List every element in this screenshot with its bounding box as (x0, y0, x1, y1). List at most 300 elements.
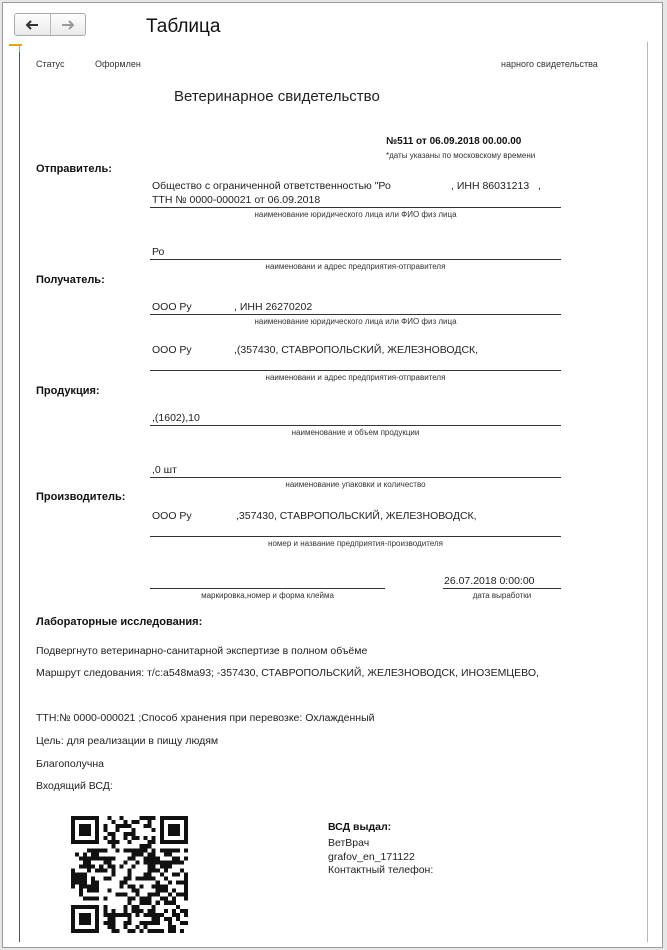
qr-module (79, 864, 83, 868)
qr-module (172, 828, 176, 832)
qr-module (103, 897, 107, 901)
qr-module (95, 897, 99, 901)
qr-module (95, 881, 99, 885)
qr-module (168, 893, 172, 897)
header-right-fragment: нарного свидетельства (501, 59, 598, 69)
qr-module (95, 824, 99, 828)
qr-module (152, 929, 156, 933)
qr-module (156, 881, 160, 885)
qr-module (103, 913, 107, 917)
qr-module (132, 848, 136, 852)
producer-underline (150, 536, 561, 537)
qr-module (79, 893, 83, 897)
page-corner-marker (9, 44, 22, 46)
qr-module (83, 832, 87, 836)
qr-module (140, 852, 144, 856)
qr-module (107, 832, 111, 836)
qr-module (127, 885, 131, 889)
qr-module (87, 897, 91, 901)
qr-module (156, 860, 160, 864)
qr-module (168, 840, 172, 844)
qr-module (103, 848, 107, 852)
qr-module (111, 913, 115, 917)
qr-module (75, 840, 79, 844)
qr-module (111, 864, 115, 868)
qr-module (123, 820, 127, 824)
qr-module (172, 860, 176, 864)
qr-module (87, 832, 91, 836)
qr-module (160, 897, 164, 901)
qr-module (168, 860, 172, 864)
qr-module (87, 816, 91, 820)
production-date-caption: дата выработки (472, 591, 532, 600)
qr-module (136, 877, 140, 881)
qr-module (184, 840, 188, 844)
qr-module (152, 852, 156, 856)
qr-module (91, 840, 95, 844)
qr-module (160, 848, 164, 852)
qr-module (172, 897, 176, 901)
qr-module (156, 893, 160, 897)
qr-module (103, 921, 107, 925)
qr-module (79, 913, 83, 917)
qr-module (95, 832, 99, 836)
qr-module (160, 828, 164, 832)
qr-module (156, 885, 160, 889)
qr-module (168, 901, 172, 905)
qr-module (75, 929, 79, 933)
qr-module (83, 877, 87, 881)
qr-module (184, 816, 188, 820)
qr-module (176, 856, 180, 860)
qr-module (152, 836, 156, 840)
qr-module (184, 921, 188, 925)
qr-module (87, 828, 91, 832)
product-caption: наименование и объем продукции (291, 428, 420, 437)
qr-module (71, 909, 75, 913)
qr-module (99, 868, 103, 872)
qr-module (160, 872, 164, 876)
qr-module (79, 881, 83, 885)
qr-module (111, 872, 115, 876)
qr-module (127, 897, 131, 901)
qr-module (83, 897, 87, 901)
qr-module (95, 868, 99, 872)
qr-module (95, 909, 99, 913)
qr-module (132, 828, 136, 832)
qr-module (148, 820, 152, 824)
qr-module (87, 824, 91, 828)
qr-module (132, 889, 136, 893)
qr-module (180, 881, 184, 885)
document-title: Ветеринарное свидетельство (174, 88, 380, 105)
qr-module (79, 832, 83, 836)
qr-module (91, 848, 95, 852)
producer-name: ООО Ру (152, 510, 192, 522)
qr-module (160, 832, 164, 836)
qr-module (111, 917, 115, 921)
qr-module (132, 836, 136, 840)
qr-module (176, 828, 180, 832)
arrow-right-icon (61, 20, 75, 30)
qr-module (115, 848, 119, 852)
qr-module (71, 877, 75, 881)
qr-module (168, 881, 172, 885)
qr-module (103, 856, 107, 860)
qr-module (91, 877, 95, 881)
qr-module (164, 816, 168, 820)
qr-module (91, 852, 95, 856)
qr-module (144, 856, 148, 860)
qr-module (111, 844, 115, 848)
lab-purpose: Цель: для реализации в пищу людям (36, 735, 219, 747)
qr-module (87, 840, 91, 844)
sender-name-underline (150, 207, 561, 208)
receiver-inn: , ИНН 26270202 (234, 301, 313, 313)
issuer-heading: ВСД выдал: (328, 821, 392, 833)
qr-module (99, 856, 103, 860)
page-border-right (647, 42, 648, 942)
qr-module (103, 909, 107, 913)
qr-module (95, 929, 99, 933)
qr-module (103, 860, 107, 864)
qr-module (95, 921, 99, 925)
qr-module (107, 860, 111, 864)
qr-module (75, 852, 79, 856)
qr-module (168, 832, 172, 836)
qr-module (176, 905, 180, 909)
qr-module (184, 832, 188, 836)
sender-name-line1: Общество с ограниченной ответственностью "Ро (152, 180, 391, 192)
qr-module (184, 872, 188, 876)
qr-module (160, 864, 164, 868)
qr-module (127, 824, 131, 828)
qr-module (136, 905, 140, 909)
receiver-address-tail: ,(357430, СТАВРОПОЛЬСКИЙ, ЖЕЛЕЗНОВОДСК, (234, 344, 479, 356)
qr-module (115, 828, 119, 832)
qr-module (119, 885, 123, 889)
qr-module (148, 852, 152, 856)
qr-module (160, 929, 164, 933)
qr-module (95, 836, 99, 840)
qr-module (95, 828, 99, 832)
qr-module (87, 913, 91, 917)
qr-module (148, 897, 152, 901)
production-date: 26.07.2018 0:00:00 (444, 575, 535, 587)
qr-module (140, 897, 144, 901)
qr-module (144, 913, 148, 917)
qr-module (111, 836, 115, 840)
qr-module (184, 856, 188, 860)
qr-module (172, 840, 176, 844)
qr-module (148, 929, 152, 933)
qr-module (176, 848, 180, 852)
qr-module (172, 848, 176, 852)
qr-module (91, 889, 95, 893)
lab-ttn: ТТН:№ 0000-000021 ;Способ хранения при перевозке: Охлажденный (36, 712, 375, 724)
qr-module (127, 872, 131, 876)
qr-module (164, 840, 168, 844)
qr-module (172, 832, 176, 836)
qr-module (71, 820, 75, 824)
qr-module (160, 840, 164, 844)
qr-module (71, 913, 75, 917)
qr-module (136, 820, 140, 824)
qr-module (103, 877, 107, 881)
qr-module (71, 929, 75, 933)
qr-module (103, 868, 107, 872)
qr-module (140, 901, 144, 905)
qr-module (123, 877, 127, 881)
qr-module (107, 921, 111, 925)
qr-module (152, 913, 156, 917)
back-button[interactable] (15, 14, 50, 35)
page-corner-marker-vertical (19, 44, 20, 52)
qr-module (95, 905, 99, 909)
qr-module (119, 864, 123, 868)
qr-module (148, 872, 152, 876)
qr-module (123, 848, 127, 852)
product-underline (150, 425, 561, 426)
qr-module (168, 848, 172, 852)
qr-module (91, 929, 95, 933)
qr-module (164, 877, 168, 881)
qr-module (164, 860, 168, 864)
qr-module (111, 820, 115, 824)
qr-module (176, 872, 180, 876)
qr-module (91, 864, 95, 868)
qr-module (152, 921, 156, 925)
qr-module (148, 921, 152, 925)
qr-module (87, 905, 91, 909)
qr-module (79, 917, 83, 921)
qr-module (148, 856, 152, 860)
lab-status: Благополучна (36, 758, 104, 770)
qr-module (140, 909, 144, 913)
qr-module (168, 917, 172, 921)
qr-module (136, 836, 140, 840)
product-value: ,(1602),10 (152, 412, 200, 424)
qr-module (83, 929, 87, 933)
qr-module (160, 885, 164, 889)
qr-module (107, 925, 111, 929)
window-frame (2, 2, 663, 948)
qr-module (127, 868, 131, 872)
qr-module (164, 885, 168, 889)
qr-module (79, 856, 83, 860)
qr-module (111, 856, 115, 860)
qr-module (87, 921, 91, 925)
qr-module (140, 929, 144, 933)
qr-module (160, 836, 164, 840)
qr-module (148, 816, 152, 820)
qr-module (176, 824, 180, 828)
qr-module (176, 913, 180, 917)
qr-module (79, 872, 83, 876)
qr-module (95, 925, 99, 929)
qr-module (148, 864, 152, 868)
qr-module (176, 832, 180, 836)
qr-module (164, 901, 168, 905)
qr-module (176, 893, 180, 897)
qr-module (132, 897, 136, 901)
qr-module (168, 828, 172, 832)
qr-module (123, 824, 127, 828)
document-number: №511 от 06.09.2018 00.00.00 (386, 136, 522, 147)
qr-module (87, 848, 91, 852)
qr-module (140, 844, 144, 848)
qr-module (107, 856, 111, 860)
qr-module (144, 897, 148, 901)
qr-module (152, 840, 156, 844)
qr-module (152, 856, 156, 860)
qr-module (152, 816, 156, 820)
qr-module (123, 921, 127, 925)
qr-module (184, 836, 188, 840)
qr-module (95, 848, 99, 852)
qr-module (95, 856, 99, 860)
status-value: Оформлен (95, 59, 141, 69)
qr-module (127, 877, 131, 881)
qr-module (184, 881, 188, 885)
qr-module (184, 893, 188, 897)
qr-module (144, 872, 148, 876)
qr-module (71, 872, 75, 876)
qr-module (152, 877, 156, 881)
qr-module (144, 848, 148, 852)
qr-module (95, 816, 99, 820)
qr-module (95, 913, 99, 917)
qr-module (148, 909, 152, 913)
qr-module (148, 824, 152, 828)
qr-module (160, 816, 164, 820)
qr-module (180, 868, 184, 872)
qr-module (140, 885, 144, 889)
producer-heading: Производитель: (36, 491, 126, 503)
qr-module (140, 877, 144, 881)
qr-module (83, 828, 87, 832)
qr-module (91, 881, 95, 885)
qr-module (127, 848, 131, 852)
qr-module (95, 885, 99, 889)
qr-module (87, 856, 91, 860)
marking-caption: маркировка,номер и форма клейма (201, 591, 334, 600)
qr-module (111, 921, 115, 925)
qr-module (119, 816, 123, 820)
qr-module (184, 848, 188, 852)
qr-module (83, 913, 87, 917)
lab-heading: Лабораторные исследования: (36, 616, 203, 628)
qr-module (172, 889, 176, 893)
sender-heading: Отправитель: (36, 163, 112, 175)
qr-module (115, 893, 119, 897)
qr-module (148, 860, 152, 864)
lab-route: Маршрут следования: т/с:а548ма93; -357430, СТАВРОПОЛЬСКИЙ, ЖЕЛЕЗНОВОДСК, ИНОЗЕМЦЕВО, (36, 667, 539, 679)
qr-module (83, 885, 87, 889)
qr-module (71, 921, 75, 925)
qr-module (71, 836, 75, 840)
qr-module (136, 852, 140, 856)
qr-module (83, 872, 87, 876)
qr-module (83, 856, 87, 860)
qr-module (79, 828, 83, 832)
qr-module (144, 925, 148, 929)
qr-module (132, 905, 136, 909)
qr-module (119, 824, 123, 828)
qr-module (99, 864, 103, 868)
qr-module (172, 872, 176, 876)
qr-module (176, 917, 180, 921)
qr-module (184, 889, 188, 893)
qr-module (132, 852, 136, 856)
qr-module (172, 856, 176, 860)
qr-module (136, 893, 140, 897)
qr-module (156, 856, 160, 860)
sender-inn: , ИНН 86031213 (451, 180, 530, 192)
qr-module (180, 840, 184, 844)
production-date-underline (443, 588, 561, 589)
qr-module (127, 929, 131, 933)
producer-caption: номер и название предприятия-производителя (268, 539, 443, 548)
qr-module (127, 921, 131, 925)
qr-module (79, 885, 83, 889)
qr-module (176, 881, 180, 885)
qr-module (87, 929, 91, 933)
forward-button[interactable] (50, 14, 86, 35)
qr-module (152, 864, 156, 868)
qr-module (140, 921, 144, 925)
qr-module (172, 913, 176, 917)
arrow-left-icon (25, 20, 39, 30)
qr-module (75, 877, 79, 881)
qr-module (156, 913, 160, 917)
qr-module (144, 816, 148, 820)
qr-module (107, 877, 111, 881)
qr-module (83, 864, 87, 868)
qr-module (103, 824, 107, 828)
qr-module (184, 877, 188, 881)
qr-module (160, 860, 164, 864)
qr-module (148, 844, 152, 848)
qr-module (123, 881, 127, 885)
qr-module (164, 868, 168, 872)
qr-module (79, 905, 83, 909)
qr-module (144, 844, 148, 848)
qr-module (83, 840, 87, 844)
qr-module (176, 860, 180, 864)
qr-module (172, 824, 176, 828)
qr-module (132, 820, 136, 824)
qr-module (127, 913, 131, 917)
qr-module (87, 860, 91, 864)
qr-module (79, 889, 83, 893)
qr-module (136, 925, 140, 929)
qr-module (79, 921, 83, 925)
qr-module (123, 913, 127, 917)
page-border-left (19, 46, 20, 942)
package-value: ,0 шт (152, 464, 177, 476)
qr-module (127, 901, 131, 905)
qr-module (91, 897, 95, 901)
qr-module (168, 816, 172, 820)
qr-module (71, 828, 75, 832)
sender-address-caption: наименовани и адрес предприятия-отправителя (265, 262, 446, 271)
qr-module (123, 893, 127, 897)
qr-module (168, 852, 172, 856)
qr-module (91, 856, 95, 860)
qr-module (119, 913, 123, 917)
qr-module (152, 860, 156, 864)
